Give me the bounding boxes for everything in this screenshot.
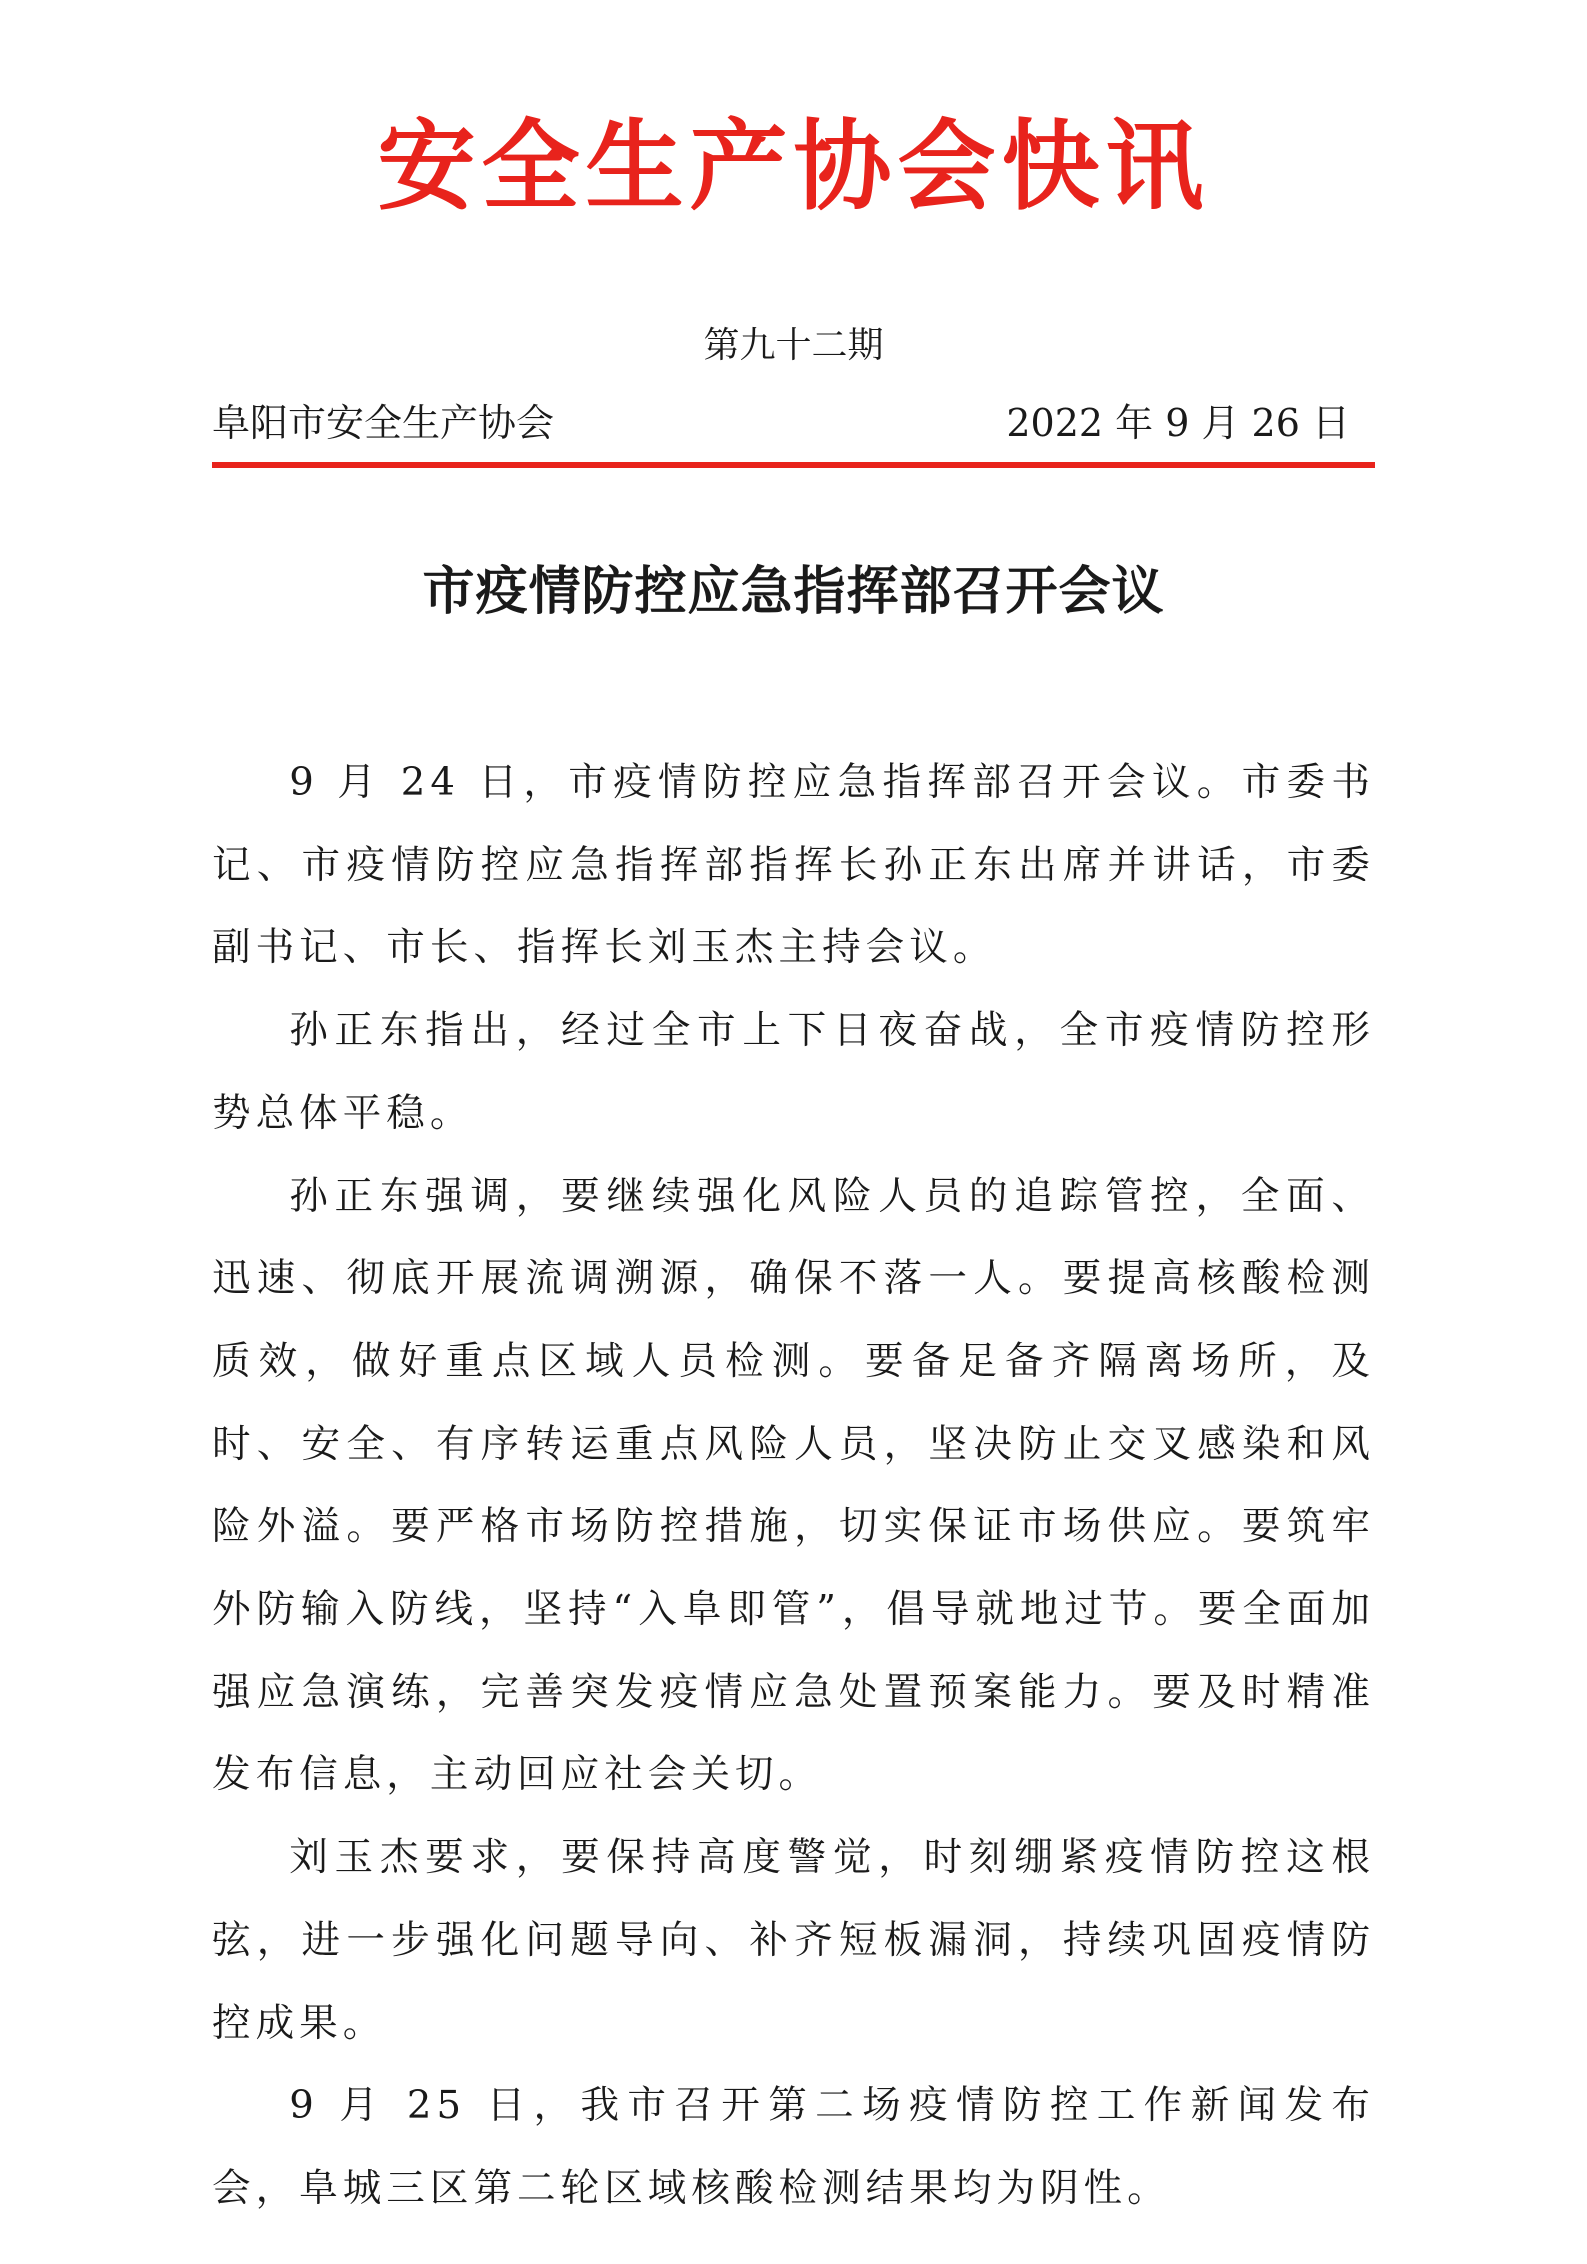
red-divider — [212, 462, 1375, 468]
article-headline: 市疫情防控应急指挥部召开会议 — [422, 562, 1165, 622]
paragraph: 孙正东强调，要继续强化风险人员的追踪管控，全面、迅速、彻底开展流调溯源，确保不落一人。要提高核酸检测质效，做好重点区域人员检测。要备足备齐隔离场所，及时、安全、有序转运重点风险人员，坚决防止交叉感染和风险外溢。要严格市场防控措施，切实保证市场供应。要筑牢外防输入防线，坚持“入阜即管”，倡导就地过节。要全面加强应急演练，完善突发疫情应急处置预案能力。要及时精准发布信息，主动回应社会关切。 — [212, 1173, 1375, 1798]
publisher-name: 阜阳市安全生产协会 — [212, 401, 555, 445]
paragraph: 9 月 24 日，市疫情防控应急指挥部召开会议。市委书记、市疫情防控应急指挥部指挥长孙正东出席并讲话，市委副书记、市长、指挥长刘玉杰主持会议。 — [212, 760, 1375, 971]
paragraph: 孙正东指出，经过全市上下日夜奋战，全市疫情防控形势总体平稳。 — [212, 1008, 1375, 1136]
publish-date: 2022 年 9 月 26 日 — [1006, 401, 1350, 445]
newsletter-title: 安全生产协会快讯 — [377, 110, 1210, 224]
paragraph: 9 月 25 日，我市召开第二场疫情防控工作新闻发布会，阜城三区第二轮区域核酸检测结果均为阴性。 — [212, 2083, 1375, 2211]
paragraph: 刘玉杰要求，要保持高度警觉，时刻绷紧疫情防控这根弦，进一步强化问题导向、补齐短板漏洞，持续巩固疫情防控成果。 — [212, 1835, 1375, 2046]
article-body — [212, 742, 1375, 2231]
issue-number: 第九十二期 — [703, 325, 884, 366]
